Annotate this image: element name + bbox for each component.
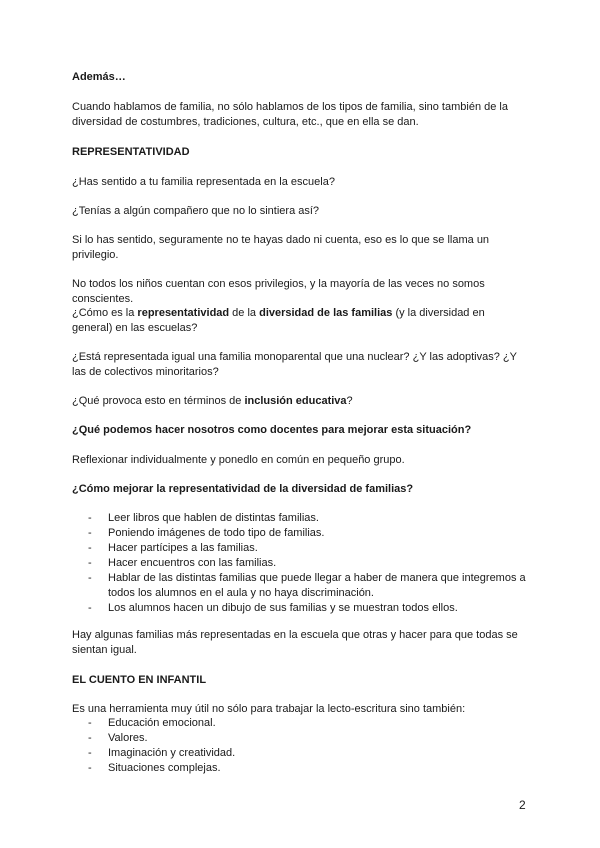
paragraph-intro: Cuando hablamos de familia, no sólo hablamos de los tipos de familia, sino también de la diversidad de costumbres, tradiciones, cultura, etc., que en ella se dan. xyxy=(72,101,508,128)
question-companero: ¿Tenías a algún compañero que no lo sintiera así? xyxy=(72,205,320,217)
list-item: - Hablar de las distintas familias que puede llegar a haber de manera que integremos a todos los alumnos en el aula y no haya discriminación. xyxy=(88,571,528,601)
question-familia-representada: ¿Has sentido a tu familia representada en la escuela? xyxy=(72,176,335,188)
paragraph-privilegio: Si lo has sentido, seguramente no te hayas dado ni cuenta, eso es lo que se llama un privilegio. xyxy=(72,234,490,261)
question-monoparental: ¿Está representada igual una familia monoparental que una nuclear? ¿Y las adoptivas? ¿Y las de colectivos minoritarios? xyxy=(72,351,517,378)
list-item: - Hacer partícipes a las familias. xyxy=(88,541,528,556)
list-item: - Leer libros que hablen de distintas familias. xyxy=(88,511,528,526)
q5-bold-inclusion: inclusión educativa xyxy=(244,395,347,407)
heading-el-cuento: EL CUENTO EN INFANTIL xyxy=(72,674,207,686)
paragraph-cuento: Es una herramienta muy útil no sólo para trabajar la lecto-escritura sino también: xyxy=(72,703,466,715)
q3-text-c: de la xyxy=(229,307,260,319)
page-number: 2 xyxy=(519,798,526,812)
q3-bold-representatividad: representatividad xyxy=(137,307,230,319)
q3-text-e: (y la diversidad en general) en las escuelas? xyxy=(72,307,485,334)
heading-ademas: Además… xyxy=(72,71,126,83)
question-inclusion xyxy=(72,394,528,409)
list-mejoras xyxy=(88,511,528,616)
list-item: - Educación emocional. xyxy=(88,716,528,731)
list-cuento xyxy=(88,716,528,776)
question-mejorar: ¿Cómo mejorar la representatividad de la diversidad de familias? xyxy=(72,483,414,495)
list-item: - Situaciones complejas. xyxy=(88,761,528,776)
paragraph-no-todos: No todos los niños cuentan con esos privilegios, y la mayoría de las veces no somos conscientes. xyxy=(72,278,485,305)
question-docentes: ¿Qué podemos hacer nosotros como docentes para mejorar esta situación? xyxy=(72,424,472,436)
heading-representatividad: REPRESENTATIVIDAD xyxy=(72,146,190,158)
list-item: - Imaginación y creatividad. xyxy=(88,746,528,761)
q5-text-a: ¿Qué provoca esto en términos de xyxy=(72,395,245,407)
q3-text-a: ¿Cómo es la xyxy=(72,307,138,319)
q3-bold-diversidad: diversidad de las familias xyxy=(259,307,393,319)
list-item: - Valores. xyxy=(88,731,528,746)
list-item: - Poniendo imágenes de todo tipo de familias. xyxy=(88,526,528,541)
list-item: - Hacer encuentros con las familias. xyxy=(88,556,528,571)
paragraph-hay-algunas: Hay algunas familias más representadas en la escuela que otras y hacer para que todas se sientan igual. xyxy=(72,629,518,656)
list-item: - Los alumnos hacen un dibujo de sus familias y se muestran todos ellos. xyxy=(88,601,528,616)
question-representatividad xyxy=(72,306,528,336)
paragraph-reflexionar: Reflexionar individualmente y ponedlo en común en pequeño grupo. xyxy=(72,454,405,466)
q5-text-c: ? xyxy=(346,395,353,407)
